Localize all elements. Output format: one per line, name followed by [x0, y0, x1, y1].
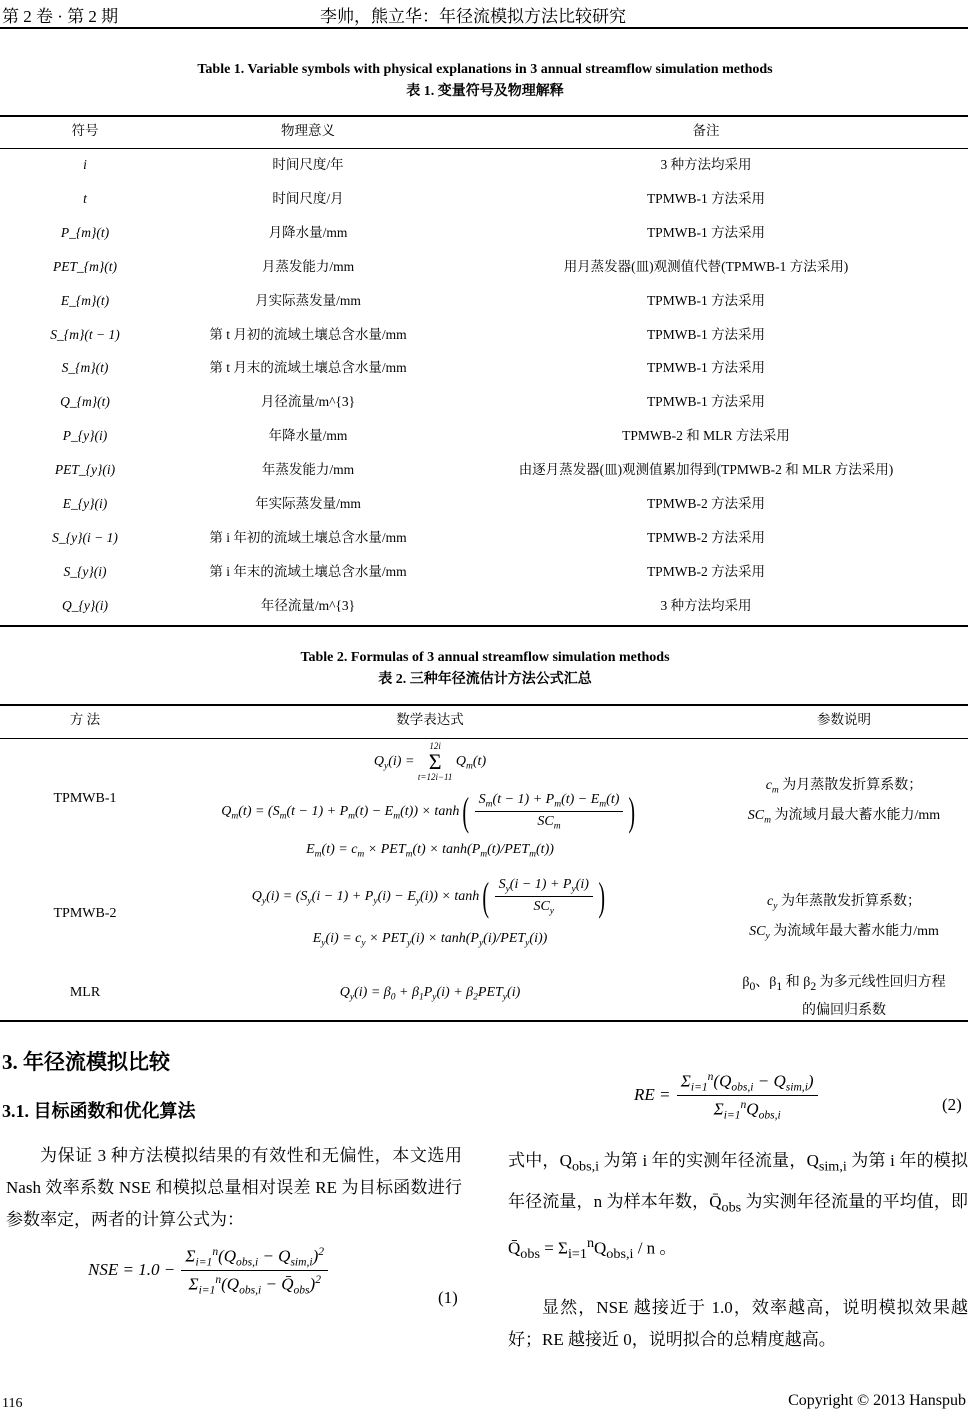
note-cell: TPMWB-2 方法采用: [646, 563, 766, 579]
meaning-cell: 第 t 月末的流域土壤总含水量/mm: [209, 360, 407, 376]
table-row: [0, 487, 968, 521]
table-row: [0, 318, 968, 352]
note-cell: TPMWB-1 方法采用: [646, 360, 766, 376]
table2-header-params: 参数说明: [817, 712, 871, 727]
page-number: 116: [2, 1396, 23, 1411]
table-row: [0, 148, 968, 182]
table1-header-meaning: 物理意义: [281, 123, 335, 138]
formula-tpmwb2-evap: $E_y(i) = c_y \times PET_y(i) \times \tanh(P_y(i)/PET_y(i))$: [312, 931, 548, 949]
table-row: [0, 453, 968, 487]
meaning-cell: 月径流量/m^{3}: [260, 394, 356, 410]
note-cell: TPMWB-1 方法采用: [646, 326, 766, 342]
method-mlr: MLR: [69, 985, 101, 1000]
table2-header-expression: 数学表达式: [396, 712, 464, 727]
param-symbol: $SC_m$: [747, 808, 772, 826]
eq-lhs: NSE = 1.0 −: [88, 1259, 176, 1279]
param-symbol: $c_m$: [765, 778, 779, 796]
symbol-cell: Q_{m}(t): [60, 394, 110, 410]
param-desc-line1: $\beta_0$、$\beta_1$ 和 $\beta_2$ 为多元线性回归方程: [742, 975, 946, 993]
param-desc: 为月蒸散发折算系数；: [778, 778, 923, 793]
table2-header-method: 方 法: [69, 712, 101, 727]
header-rule: [0, 27, 968, 29]
meaning-cell: 年降水量/mm: [268, 428, 348, 444]
running-header-title: 李帅，熊立华：年径流模拟方法比较研究: [320, 7, 626, 26]
table1-caption-en: Table 1. Variable symbols with physical explanations in 3 annual streamflow simulation methods: [197, 62, 773, 77]
symbol-cell: P_{m}(t): [60, 224, 110, 240]
section-heading: 3. 年径流模拟比较: [2, 1050, 170, 1074]
table-row: [0, 385, 968, 419]
formula-lhs: $Q_y(i)$ =: [373, 754, 415, 772]
table-row: [0, 250, 968, 284]
param-symbol: $c_y$: [767, 894, 778, 912]
symbol-cell: E_{y}(i): [62, 496, 108, 511]
param-desc: 为流域年最大蓄水能力/mm: [769, 924, 939, 940]
table-row: [0, 351, 968, 385]
paragraph-where: 式中，$Q_{obs,i}$ 为第 i 年的实测年径流量，$Q_{sim,i}$ 为第 i 年的模拟年径流量，n 为样本年数，$Q̄_{obs}$ 为实测年径流量的平均值，即 $Q̄_{obs} = \Sigma_{i=1}^nQ_{obs,i} / n$ 。: [508, 1151, 969, 1262]
meaning-cell: 年实际蒸发量/mm: [255, 496, 361, 511]
symbol-cell: Q_{y}(i): [61, 597, 109, 613]
params-tpmwb2: [720, 889, 968, 950]
numerator: $\Sigma_{i=1}^n(Q_{obs,i} - Q_{sim,i})$: [677, 1070, 818, 1096]
fraction: [495, 877, 593, 917]
meaning-cell: 时间尺度/年: [272, 157, 344, 172]
equation-re: [634, 1070, 820, 1122]
sum-upper: 12i: [429, 741, 441, 751]
meaning-cell: 月蒸发能力/mm: [261, 258, 355, 274]
denominator: $SC_m$: [537, 814, 561, 832]
numerator: $\Sigma_{i=1}^n(Q_{obs,i} - Q_{sim,i})^2$: [181, 1245, 328, 1271]
note-cell: 用月蒸发器(皿)观测值代替(TPMWB-1 方法采用): [563, 258, 849, 274]
symbol-cell: PET_{m}(t): [52, 258, 118, 274]
note-cell: TPMWB-2 和 MLR 方法采用: [622, 428, 790, 444]
param-desc: 为流域月最大蓄水能力/mm: [771, 808, 941, 824]
meaning-cell: 月降水量/mm: [268, 224, 348, 240]
note-cell: TPMWB-1 方法采用: [646, 394, 766, 410]
note-cell: TPMWB-2 方法采用: [646, 529, 766, 545]
paragraph-objective: 为保证 3 种方法模拟结果的有效性和无偏性，本文选用 Nash 效率系数 NSE 和模拟总量相对误差 RE 为目标函数进行参数率定，两者的计算公式为：: [6, 1146, 462, 1229]
formula-tpmwb2-runoff: $Q_y(i) = (S_y(i - 1) + P_y(i) - E_y(i)) \times \tanh$( $\frac{S_y(i - 1) + P_y(i)}{SC_y}$ ): [251, 874, 605, 919]
equation-nse: [88, 1245, 330, 1297]
params-mlr: [720, 971, 968, 1023]
table2-header-rule: [0, 738, 968, 739]
formula-rhs: $Q_m(t)$: [455, 754, 487, 772]
table-row: [0, 182, 968, 216]
numerator: $S_m(t - 1) + P_m(t) - E_m(t)$: [475, 792, 624, 812]
paragraph-conclusion: 显然，NSE 越接近于 1.0，效率越高，说明模拟效果越好；RE 越接近 0，说明拟合的总精度越高。: [508, 1298, 968, 1349]
symbol-cell: i: [83, 157, 87, 172]
param-desc-line2: 的偏回归系数: [802, 1002, 886, 1018]
table-row: [0, 521, 968, 555]
note-cell: 3 种方法均采用: [660, 597, 752, 613]
denominator: $\Sigma_{i=1}^n(Q_{obs,i}$ − $Q̄_{obs})^2$: [188, 1273, 321, 1297]
param-desc: 为年蒸散发折算系数；: [777, 894, 921, 909]
formula-tpmwb1-evap: $E_m(t) = c_m \times PET_m(t) \times \tanh(P_m(t)/PET_m(t))$: [306, 842, 554, 860]
formula-tpmwb1-runoff: $Q_m(t) = (S_m(t - 1) + P_m(t) - E_m(t)) \times \tanh$( $\frac{S_m(t - 1) + P_m(t) - E_m(t)}{SC_m}$ ): [221, 789, 636, 834]
eq-lhs: RE =: [634, 1084, 671, 1104]
symbol-cell: P_{y}(i): [62, 428, 108, 444]
numerator: $S_y(i - 1) + P_y(i)$: [495, 877, 593, 897]
table-row: [0, 589, 968, 623]
params-tpmwb1: [720, 773, 968, 834]
symbol-cell: t: [83, 190, 87, 206]
table2-caption-en: Table 2. Formulas of 3 annual streamflow simulation methods: [300, 650, 670, 665]
meaning-cell: 第 i 年末的流域土壤总含水量/mm: [209, 563, 407, 579]
symbol-cell: S_{y}(i): [63, 563, 107, 579]
table-row: [0, 284, 968, 318]
meaning-cell: 时间尺度/月: [272, 190, 344, 206]
table1-caption-zh: 表 1. 变量符号及物理解释: [406, 84, 564, 99]
table-row: [0, 419, 968, 453]
table2-caption-zh: 表 2. 三种年径流估计方法公式汇总: [378, 672, 592, 687]
meaning-cell: 第 i 年初的流域土壤总含水量/mm: [209, 529, 407, 545]
meaning-cell: 第 t 月初的流域土壤总含水量/mm: [209, 326, 407, 342]
symbol-cell: PET_{y}(i): [54, 462, 116, 478]
meaning-cell: 月实际蒸发量/mm: [255, 292, 361, 308]
table2-header-row: [0, 703, 968, 737]
fraction: [181, 1245, 328, 1297]
table-row: [0, 555, 968, 589]
symbol-cell: E_{m}(t): [60, 292, 110, 308]
copyright: Copyright © 2013 Hanspub: [788, 1392, 966, 1409]
method-tpmwb2: TPMWB-2: [53, 906, 117, 921]
symbol-cell: S_{y}(i − 1): [52, 529, 118, 545]
equation-label-1: (1): [438, 1288, 458, 1307]
table1-header-symbol: 符号: [71, 123, 99, 138]
denominator: $SC_y$: [533, 899, 555, 917]
meaning-cell: 年蒸发能力/mm: [261, 462, 355, 478]
note-cell: TPMWB-1 方法采用: [646, 224, 766, 240]
symbol-cell: S_{m}(t): [61, 360, 109, 376]
note-cell: 由逐月蒸发器(皿)观测值累加得到(TPMWB-2 和 MLR 方法采用): [518, 462, 894, 478]
table1-header-note: 备注: [692, 123, 720, 138]
note-cell: TPMWB-1 方法采用: [646, 292, 766, 308]
table1-bottom-rule: [0, 625, 968, 627]
note-cell: 3 种方法均采用: [660, 157, 752, 172]
running-header-volume: 第 2 卷 · 第 2 期: [2, 7, 119, 26]
fraction: [475, 792, 624, 832]
method-tpmwb1: TPMWB-1: [53, 791, 117, 806]
param-symbol: $SC_y$: [749, 924, 770, 942]
formula-lhs: $Q_y(i) = (S_y(i - 1) + P_y(i) - E_y(i)) \times \tanh$: [251, 888, 480, 907]
summation: 12i Σ t=12i−11: [417, 741, 453, 782]
symbol-cell: S_{m}(t − 1): [50, 326, 120, 342]
fraction: [677, 1070, 818, 1122]
table-row: [0, 216, 968, 250]
table1-header-row: [0, 114, 968, 148]
equation-label-2: (2): [942, 1095, 962, 1114]
note-cell: TPMWB-1 方法采用: [646, 190, 766, 206]
subsection-heading: 3.1. 目标函数和优化算法: [2, 1101, 196, 1121]
formula-tpmwb1-sum: [170, 742, 690, 782]
formula-lhs: $Q_m(t) = (S_m(t - 1) + P_m(t) - E_m(t)) \times \tanh$: [221, 803, 460, 822]
meaning-cell: 年径流量/m^{3}: [260, 597, 356, 613]
formula-mlr: $Q_y(i) = \beta_0 + \beta_1P_y(i) + \beta_2PET_y(i)$: [339, 985, 521, 1003]
note-cell: TPMWB-2 方法采用: [646, 496, 766, 511]
denominator: $\Sigma_{i=1}^nQ_{obs,i}$: [713, 1098, 781, 1122]
table2-bottom-rule: [0, 1020, 968, 1022]
sum-lower: t=12i−11: [417, 772, 453, 782]
